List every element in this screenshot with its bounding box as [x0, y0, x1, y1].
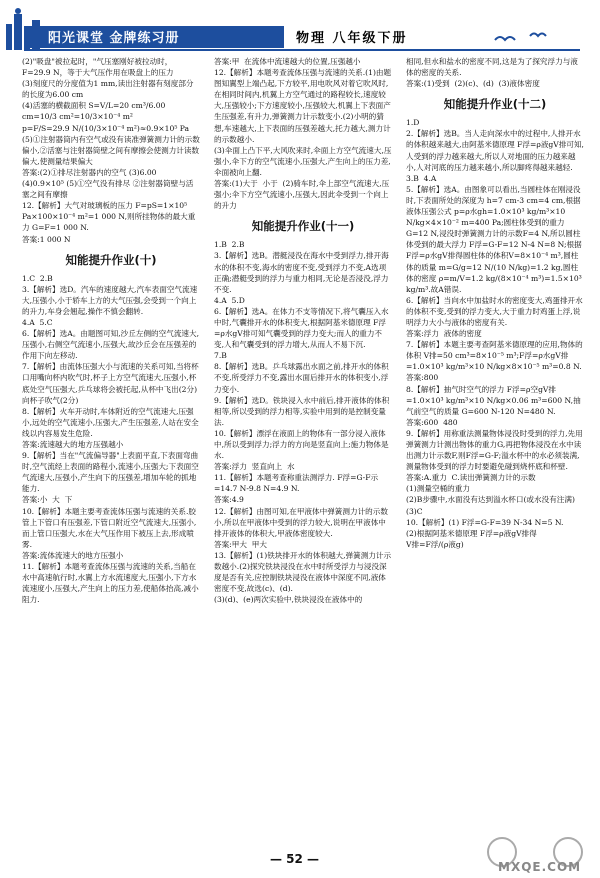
answer-text: 9.【解析】选D。铁块浸入水中前后,排开液体的体积相等,所以受到的浮力相等,实验中用到的是控制变量法.: [214, 395, 390, 427]
answer-text: 1.D: [406, 118, 420, 128]
answer-text: 5.【解析】选A。由图象可以看出,当圆柱体在刚浸没时,下表面所处的深度为 h=7 cm-3 cm=4 cm,根据液体压强公式 p=ρ水gh=1.0×10³ kg/m³×10 N/kg×4×10⁻² m=400 Pa;圆柱体受到的重力G=12 N,浸没时弹簧测力计的示数F=4 N,所以圆柱体受到的最大浮力 F浮=G-F=12 N-4 N=8 N;根据F浮=ρ水gV排得圆柱体的体积V=8×10⁻⁴ m³,圆柱体的质量 m=G/g=12 N/(10 N/kg)=1.2 kg,圆柱体的密度 ρ=m/V=1.2 kg/(8×10⁻⁴ m³)=1.5×10³ kg/m³.故A错误.: [406, 184, 584, 294]
answer-text: 12.【解析】由图可知,在甲液体中弹簧测力计的示数小,所以在甲液体中受到的浮力较大,说明在甲液体中排开液体的体积大,甲液体密度较大.: [214, 506, 388, 538]
answer-text: 8.【解析】选B。乒乓球露出水面之前,排开水的体积不变,所受浮力不变,露出水面后排开水的体积变小,浮力变小.: [214, 362, 389, 394]
watermark-text: MXQE.COM: [498, 860, 582, 874]
answer-column-left: [22, 56, 200, 846]
answer-text: p=F/S=29.9 N/(10/3×10⁻⁴ m²)≈0.9×10⁵ Pa: [22, 123, 190, 133]
answer-text: 6.【解析】选A。由题图可知,沙丘左侧的空气流速大,压强小,右侧空气流速小,压强大,故沙丘会在压强差的作用下向左移动.: [22, 329, 200, 361]
header-rule: [24, 49, 580, 51]
answer-text: (2)B步骤中,水面没有达到溢水杯口(或水没有注满) (3)C: [406, 495, 580, 516]
answer-text: 7.【解析】本题主要考查阿基米德原理的应用,物体的体积 V排=50 cm³=8×10⁻⁵ m³;F浮=ρ水gV排=1.0×10³ kg/m³×10 N/kg×8×10⁻⁵ m³=0.8 N.: [406, 340, 583, 372]
answer-text: 答案:流体流速大的地方压强小: [22, 550, 124, 560]
answer-text: 6.【解析】当向水中加盐时水的密度变大,鸡蛋排开水的体积不变,受到的浮力变大,大于重力时鸡蛋上浮,说明浮力大小与液体的密度有关.: [406, 295, 583, 327]
answer-text: 答案:小 大 下: [22, 495, 73, 505]
answer-text: 答案:浮力 液体的密度: [406, 329, 482, 339]
subject-title: 物理 八年级下册: [296, 31, 408, 46]
answer-text: 12.【解析】本题考查流体压强与流速的关系.(1)由题图知翼型上端凸起,下方较平,用电吹风对着它吹风时,在相同时间内,机翼上方空气通过的路程较长,速度较大,压强较小;下方速度较小,压强较大,机翼上下表面产生压强差,有升力,弹簧测力计示数变小.(2)小明的猜想,车速越大,上下表面的压强差越大,托力越大,测力计的示数越小.: [214, 68, 392, 144]
answer-columns: [22, 56, 584, 846]
answer-text: (5)①注射器筒内有空气或没有读准弹簧测力计的示数偏小,②活塞与注射器筒壁之间有摩擦会使测力计读数偏大,使测量结果偏大: [22, 134, 200, 166]
answer-text: (3)刻度尺的分度值为1 mm,读出注射器有刻度部分的长度为6.00 cm: [22, 79, 194, 100]
answer-text: 1.C 2.B: [22, 273, 53, 283]
answer-text: 8.【解析】火车开动时,车体附近的空气流速大,压强小,远处的空气流速小,压强大,产生压强差,人站在安全线以内容易发生危险.: [22, 406, 199, 438]
answer-text: 8.【解析】抽气时空气的浮力 F浮=ρ空gV排=1.0×10³ kg/m³×10 N/kg×0.06 m³=600 N,抽气前空气的质量 G=600 N-120 N=480 N.: [406, 384, 581, 416]
answer-text: 答案:(2)①排尽注射器内的空气 (3)6.00 (4)0.9×10⁵ (5)①空气没有排尽 ②注射器筒壁与活塞之间有摩擦: [22, 167, 194, 200]
answer-text: (1)测量空桶的重力: [406, 484, 470, 494]
answer-text: 答案:浮力 竖直向上 水: [214, 462, 295, 472]
answer-text: 答案:甲 在流体中流速越大的位置,压强越小: [214, 57, 361, 66]
answer-text: (2)"吸盘"被拉起时，"气压塞刚好被拉动时，F=29.9 N，等于大气压作用在吸盘上的压力: [22, 57, 174, 78]
answer-text: (4)活塞的横截面积 S=V/L=20 cm³/6.00 cm=10/3 cm²=10/3×10⁻⁴ m²: [22, 101, 168, 122]
answer-column-right: [406, 56, 584, 846]
answer-text: 答案:4.9: [214, 495, 244, 505]
answer-text: (3)伞面上凸下平,大风吹来时,伞面上方空气流速大,压强小,伞下方的空气流速小,压强大,产生向上的压力差,伞面被向上翻.: [214, 145, 392, 177]
answer-text: 答案:800: [406, 373, 439, 383]
answer-text: (3)(d)、(e)两次实验中,铁块浸没在液体中的: [214, 595, 363, 605]
answer-text: 3.B 4.A: [406, 173, 437, 183]
answer-text: 7.B: [214, 351, 227, 361]
answer-text: 9.【解析】当在"气流偏导器"上表面平直,下表面弯曲时,空气流经上表面的路程小,流速小,压强大;下表面空气流速大,压强小,产生向下的压强差,增加车轮的抓地能力.: [22, 451, 199, 494]
answer-text: 答案:1 000 N: [22, 234, 71, 244]
page-header: [0, 0, 600, 52]
answer-text: 答案:A.重力 C.读出弹簧测力计的示数: [406, 473, 536, 483]
answer-text: 13.【解析】(1)铁块排开水的体积越大,弹簧测力计示数越小.(2)探究铁块浸没在水中时所受浮力与浸没深度是否有关,应控制铁块浸没在液体中深度不同,液体密度不变,故选(c)、(d).: [214, 550, 392, 594]
answer-text: 7.【解析】由流体压强大小与流速的关系可知,当将杯口用嘴向杯内吹气时,杯子上方空气流速大,压强小,杯底处空气压强大,乒乓球将会被托起,从杯中飞出(2分)向杯子吹气(2分): [22, 362, 199, 405]
birds-icon: [490, 30, 560, 50]
section-heading: 知能提升作业(十): [65, 252, 157, 267]
answer-text: 6.【解析】选A。在体力不支等情况下,将气囊压入水中时,气囊排开水的体积变大,根据阿基米德原理 F浮=ρ水gV排可知气囊受到的浮力变大;而人的重力不变,人和气囊受到的浮力增大,从而人不易下沉.: [214, 306, 389, 350]
answer-text: 9.【解析】用称重法测量物体浸没时受到的浮力,先用弹簧测力计测出物体的重力G,再把物体浸没在水中读出测力计示数F,则F浮=G-F;溢水杯中的水必须装满,测量物体受到的浮力时要避免碰到烧杯底和杯壁.: [406, 428, 583, 472]
answer-text: 1.B 2.B: [214, 240, 245, 250]
answer-text: 答案:(1)大于 小于 (2)骑车时,伞上部空气流速大,压强小;伞下方空气流速小,压强大,因此伞受到一个向上的升力: [214, 179, 390, 211]
answer-text: V排=F浮/(ρ液g): [406, 539, 464, 549]
answer-text: 2.【解析】选B。当人走向深水中的过程中,人排开水的体积越来越大,由阿基米德原理 F浮=ρ液gV排可知,人受到的浮力越来越大,所以人对地面的压力越来越小,人对河底的压力越来越小,所以脚疼得越来越轻.: [406, 129, 584, 172]
answer-text: 答案:甲大 甲大: [214, 539, 267, 549]
answer-text: 相同,但水和盐水的密度不同,这是为了探究浮力与液体的密度的关系.: [406, 57, 578, 78]
section-heading: 知能提升作业(十一): [251, 219, 355, 234]
answer-text: 3.【解析】选D。汽车的速度越大,汽车表面空气流速大,压强小,小于轿车上方的大气压强,会受到一个向上的升力,车身会翘起,操作不慎会翻转.: [22, 284, 198, 316]
answer-text: (2)根据阿基米德原理 F浮=ρ液gV排得: [406, 528, 537, 538]
series-title: 阳光课堂 金牌练习册: [48, 31, 180, 46]
answer-text: 4.A 5.D: [214, 295, 245, 305]
answer-text: 答案:流速越大的地方压强越小: [22, 440, 124, 449]
answer-text: 4.A 5.C: [22, 317, 53, 327]
answer-text: 10.【解析】本题主要考查流体压强与流速的关系.胶管上下管口有压强差,下管口附近空气流速大,压强小,而上管口压强大,水在大气压作用下被压上去,形成喷雾.: [22, 506, 197, 549]
answer-text: 11.【解析】本题考查称重法测浮力. F浮=G-F示=14.7 N-9.8 N=4.9 N.: [214, 473, 379, 494]
answer-text: 11.【解析】本题考查流体压强与流速的关系,当船在水中高速航行时,水翼上方水流速度大,压强小,下方水流速度小,压强大,产生向上的压力差,使船体抬高,减小阻力.: [22, 562, 199, 605]
answer-text: 10.【解析】(1) F浮=G-F=39 N-34 N=5 N.: [406, 517, 564, 527]
answer-column-middle: [214, 56, 392, 846]
section-heading: 知能提升作业(十二): [443, 97, 547, 112]
answer-text: 12.【解析】大气对玻璃板的压力 F=pS=1×10⁵ Pa×100×10⁻⁴ m²=1 000 N,则所挂物体的最大重力 G=F=1 000 N.: [22, 201, 196, 233]
page-number: — 52 —: [270, 852, 320, 866]
answer-text: 3.【解析】选B。潜艇浸没在海水中受到浮力,排开海水的体积不变,海水的密度不变,受到浮力不变,A选项正确;潜艇受到的浮力与重力相同,无论是否浸没,浮力不变.: [214, 251, 389, 294]
answer-text: 10.【解析】漂浮在液面上的物体有一部分浸入液体中,所以受到浮力;浮力的方向是竖直向上;施力物体是水.: [214, 428, 389, 461]
answer-text: 答案:600 480: [406, 417, 458, 427]
answer-text: 答案:(1)受到 (2)(c)、(d) (3)液体密度: [406, 79, 540, 89]
